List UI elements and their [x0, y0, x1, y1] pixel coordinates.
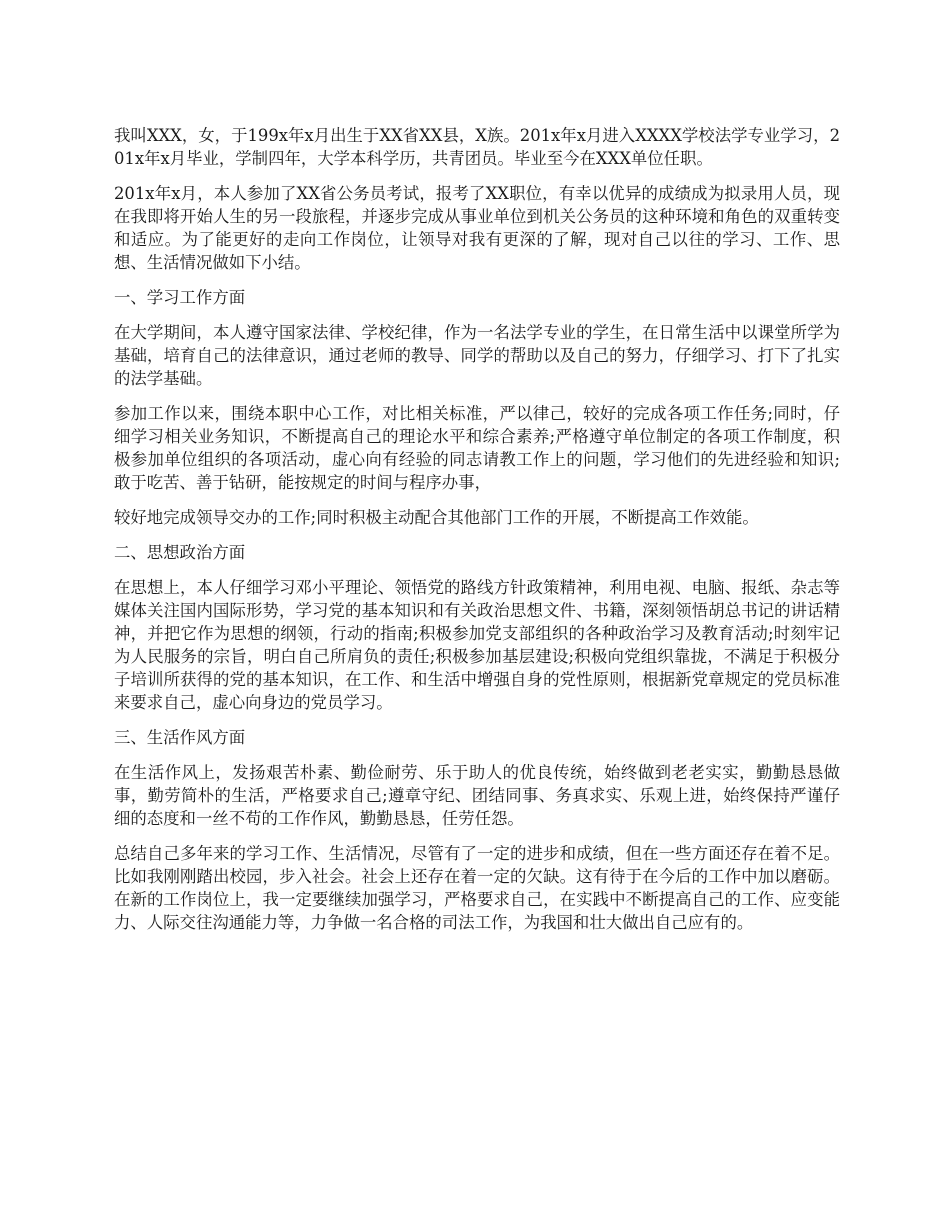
- section-heading-study-work: 一、学习工作方面: [114, 288, 246, 307]
- paragraph-summary: 总结自己多年来的学习工作、生活情况，尽管有了一定的进步和成绩，但在一些方面还存在着不足。比如我刚刚踏出校园，步入社会。社会上还存在着一定的欠缺。这有待于在今后的工作中加以磨砺。在新的工作岗位上，我一定要继续加强学习，严格要求自己，在实践中不断提高自己的工作、应变能力、人际交往沟通能力等，力争做一名合格的司法工作，为我国和壮大做出自己应有的。: [114, 844, 840, 932]
- paragraph-work-continued: 较好地完成领导交办的工作;同时积极主动配合其他部门工作的开展，不断提高工作效能。: [114, 508, 759, 527]
- paragraph-personal-info: 我叫XXX，女，于199x年x月出生于XX省XX县，X族。201x年x月进入XXXX学校法学专业学习，201x年x月毕业，学制四年，大学本科学历，共青团员。毕业至今在XXX单位任职。: [114, 126, 840, 168]
- paragraph-exam-intro: 201x年x月，本人参加了XX省公务员考试，报考了XX职位，有幸以优异的成绩成为拟录用人员，现在我即将开始人生的另一段旅程，并逐步完成从事业单位到机关公务员的这种环境和角色的双重转变和适应。为了能更好的走向工作岗位，让领导对我有更深的了解，现对自己以往的学习、工作、思想、生活情况做如下小结。: [114, 184, 840, 272]
- paragraph-university: 在大学期间，本人遵守国家法律、学校纪律，作为一名法学专业的学生，在日常生活中以课堂所学为基础，培育自己的法律意识，通过老师的教导、同学的帮助以及自己的努力，仔细学习、打下了扎实的法学基础。: [114, 323, 840, 388]
- paragraph-work: 参加工作以来，围绕本职中心工作，对比相关标准，严以律己，较好的完成各项工作任务;同时，仔细学习相关业务知识，不断提高自己的理论水平和综合素养;严格遵守单位制定的各项工作制度，积极参加单位组织的各项活动，虚心向有经验的同志请教工作上的问题，学习他们的先进经验和知识;敢于吃苦、善于钻研，能按规定的时间与程序办事，: [114, 404, 840, 492]
- section-heading-politics: 二、思想政治方面: [114, 543, 246, 562]
- section-heading-lifestyle: 三、生活作风方面: [114, 728, 246, 747]
- paragraph-lifestyle: 在生活作风上，发扬艰苦朴素、勤俭耐劳、乐于助人的优良传统，始终做到老老实实，勤勤恳恳做事，勤劳简朴的生活，严格要求自己;遵章守纪、团结同事、务真求实、乐观上进，始终保持严谨仔细的态度和一丝不苟的工作作风，勤勤恳恳，任劳任怨。: [114, 763, 840, 828]
- paragraph-politics: 在思想上，本人仔细学习邓小平理论、领悟党的路线方针政策精神，利用电视、电脑、报纸、杂志等媒体关注国内国际形势，学习党的基本知识和有关政治思想文件、书籍，深刻领悟胡总书记的讲话精神，并把它作为思想的纲领，行动的指南;积极参加党支部组织的各种政治学习及教育活动;时刻牢记为人民服务的宗旨，明白自己所肩负的责任;积极参加基层建设;积极向党组织靠拢，不满足于积极分子培训所获得的党的基本知识，在工作、和生活中增强自身的党性原则，根据新党章规定的党员标准来要求自己，虚心向身边的党员学习。: [114, 578, 840, 712]
